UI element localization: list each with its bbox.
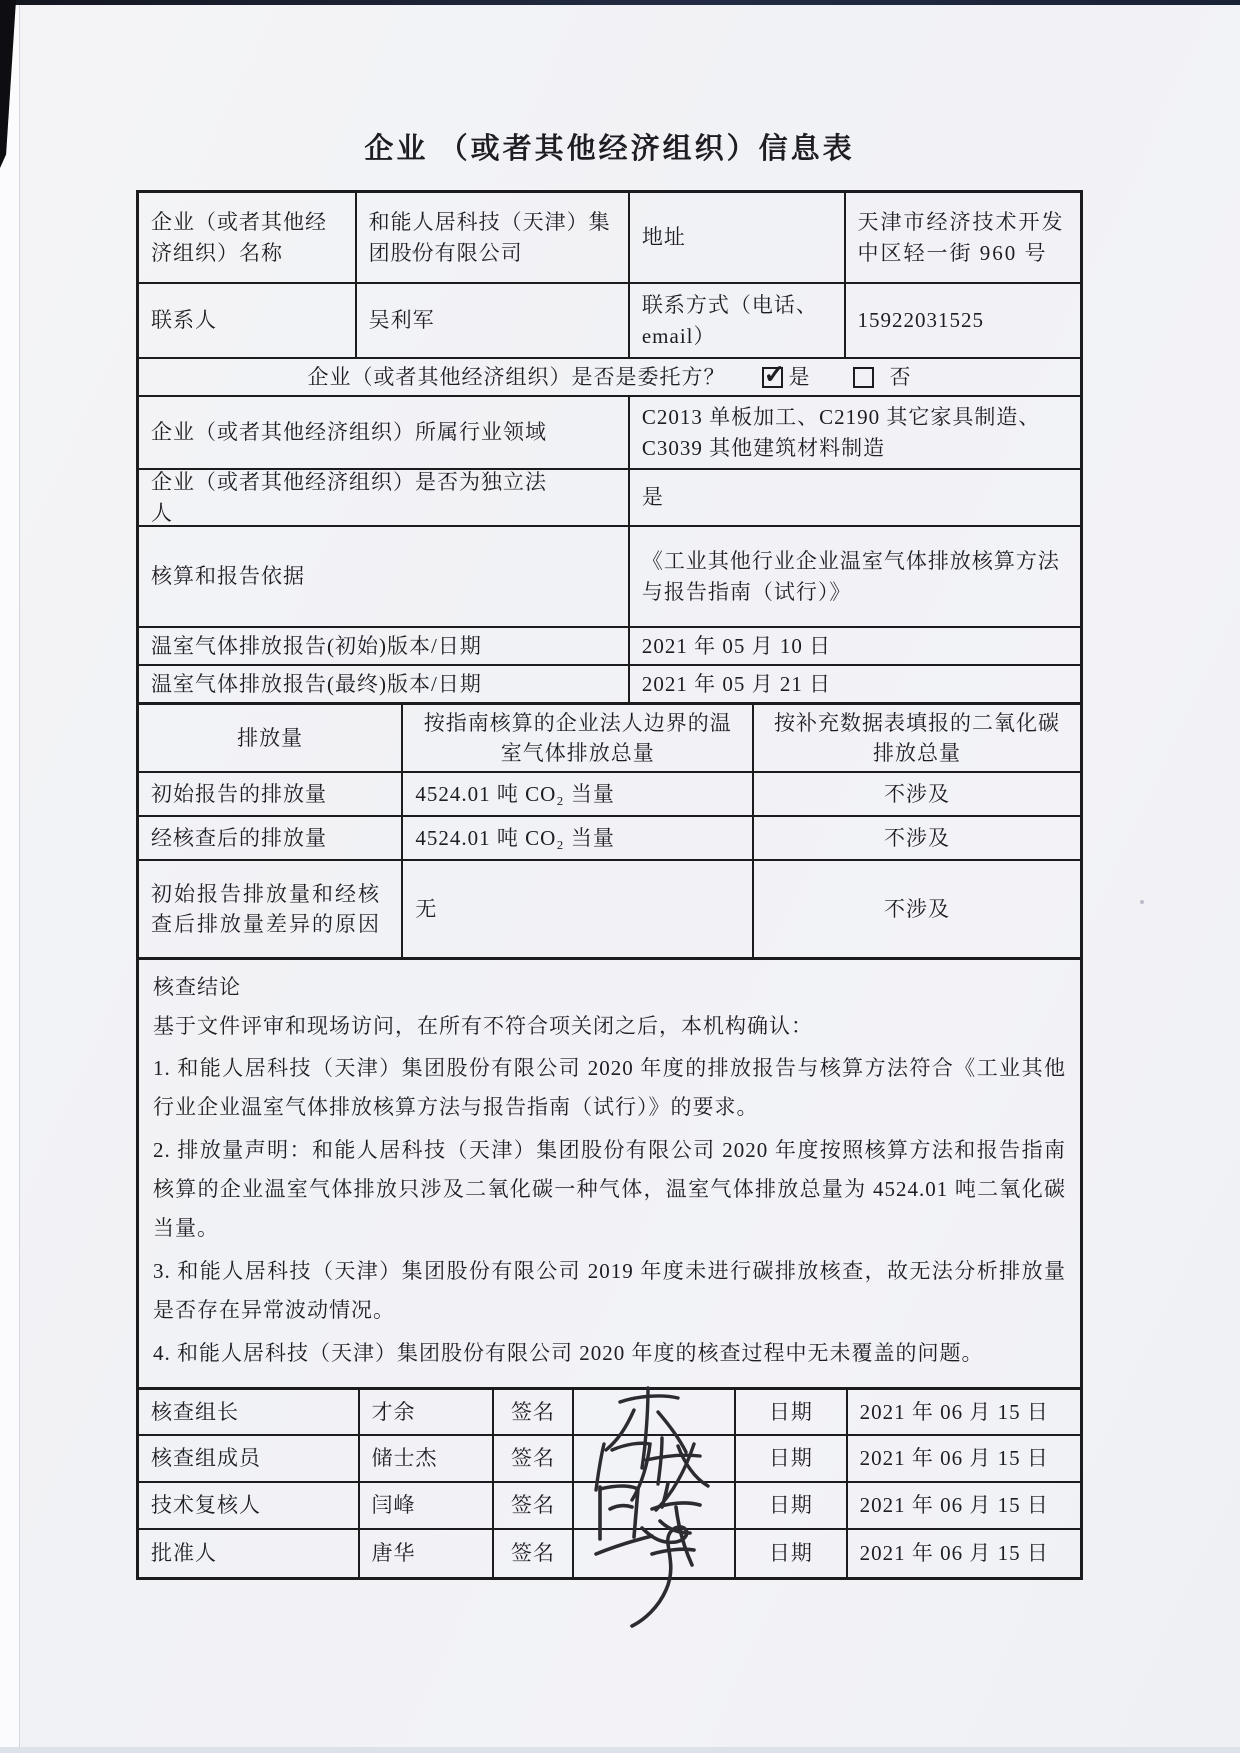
table-row (139, 527, 1080, 628)
signoff-row-approver (139, 1530, 1080, 1577)
emissions-row-label: 经核查后的排放量 (139, 817, 403, 859)
signoff-role: 核查组长 (139, 1390, 360, 1434)
emissions-row-verified (139, 817, 1080, 861)
conclusion-item-4: 4. 和能人居科技（天津）集团股份有限公司 2020 年度的核查过程中无未覆盖的问题。 (153, 1341, 984, 1365)
emissions-row-label: 初始报告排放量和经核查后排放量差异的原因 (139, 861, 403, 957)
contact-method-label: 联系方式（电话、email） (630, 284, 846, 357)
signoff-name: 唐华 (360, 1530, 494, 1577)
signoff-sign-label: 签名 (494, 1483, 575, 1528)
table-row (139, 397, 1080, 470)
signoff-date-label: 日期 (736, 1436, 847, 1481)
enterprise-info-table (136, 190, 1083, 1580)
emissions-supplementary-total: 不涉及 (884, 825, 951, 850)
conclusion-item-1: 1. 和能人居科技（天津）集团股份有限公司 2020 年度的排放报告与核算方法符合《工业其他行业企业温室气体排放核算方法与报告指南（试行）》的要求。 (153, 1056, 1066, 1119)
signoff-name: 储士杰 (360, 1436, 494, 1481)
signoff-date-value: 2021 年 06 月 15 日 (859, 1399, 1049, 1424)
emissions-row-label: 初始报告的排放量 (139, 773, 403, 815)
table-row (139, 666, 1080, 704)
signoff-date-label: 日期 (736, 1483, 847, 1528)
table-row (139, 359, 1080, 397)
contact-label: 联系人 (139, 284, 357, 357)
org-name-value: 和能人居科技（天津）集团股份有限公司 (357, 193, 630, 282)
client-yes-label: 是 (788, 364, 811, 389)
final-version-label: 温室气体排放报告(最终)版本/日期 (139, 666, 630, 702)
scan-left-edge (0, 0, 20, 1753)
conclusion-cell (139, 960, 1080, 1387)
page-title: 企业 （或者其他经济组织）信息表 (364, 133, 855, 165)
checkbox-no-unchecked-icon (853, 367, 874, 388)
emissions-supplementary-total: 不涉及 (884, 896, 951, 921)
client-no-option (853, 362, 912, 392)
emissions-col3-header: 按补充数据表填报的二氧化碳排放总量 (774, 710, 1061, 765)
final-version-value: 2021 年 05 月 21 日 (641, 671, 832, 696)
contact-name-value: 吴利军 (357, 284, 630, 357)
client-question-text: 企业（或者其他经济组织）是否是委托方？ (307, 364, 726, 389)
emissions-row-initial (139, 773, 1080, 817)
signoff-date-label: 日期 (736, 1390, 847, 1434)
initial-version-value: 2021 年 05 月 10 日 (641, 633, 832, 658)
emissions-boundary-total: 4524.01 吨 CO₂ 当量 (403, 817, 754, 859)
signature-area (574, 1530, 736, 1577)
signoff-date-value: 2021 年 06 月 15 日 (859, 1493, 1049, 1518)
conclusion-item-3: 3. 和能人居科技（天津）集团股份有限公司 2019 年度未进行碳排放核查，故无法分析排放量是否存在异常波动情况。 (153, 1259, 1066, 1322)
industry-value: C2013 单板加工、C2190 其它家具制造、C3039 其他建筑材料制造 (641, 405, 1041, 460)
emissions-col2-header: 按指南核算的企业法人边界的温室气体排放总量 (403, 705, 754, 771)
independent-value: 是 (641, 485, 664, 510)
emissions-boundary-total: 无 (403, 861, 754, 957)
conclusion-intro: 基于文件评审和现场访问，在所有不符合项关闭之后，本机构确认： (153, 1014, 813, 1038)
emissions-boundary-total: 4524.01 吨 CO₂ 当量 (403, 773, 754, 815)
signoff-date-value: 2021 年 06 月 15 日 (859, 1446, 1049, 1471)
table-row (139, 193, 1080, 284)
signoff-sign-label: 签名 (494, 1390, 575, 1434)
basis-label: 核算和报告依据 (139, 527, 630, 626)
conclusion-title: 核查结论 (153, 975, 241, 999)
signoff-role: 技术复核人 (139, 1483, 360, 1528)
industry-label: 企业（或者其他经济组织）所属行业领域 (139, 397, 630, 468)
emissions-col1-header: 排放量 (139, 705, 403, 771)
signoff-role: 批准人 (139, 1530, 360, 1577)
client-yes-option (762, 359, 811, 392)
independent-label: 企业（或者其他经济组织）是否为独立法人 (139, 470, 630, 525)
contact-phone-value: 15922031525 (857, 308, 984, 333)
signoff-sign-label: 签名 (494, 1530, 575, 1577)
table-row (139, 628, 1080, 666)
org-name-label: 企业（或者其他经济组织）名称 (139, 193, 357, 282)
scan-bottom-edge-strip (0, 1747, 1240, 1753)
address-label: 地址 (630, 193, 846, 282)
signoff-sign-label: 签名 (494, 1436, 575, 1481)
basis-value: 《工业其他行业企业温室气体排放核算方法与报告指南（试行）》 (641, 549, 1060, 604)
client-no-label: 否 (889, 364, 912, 389)
conclusion-item-2: 2. 排放量声明：和能人居科技（天津）集团股份有限公司 2020 年度按照核算方法和报告指南核算的企业温室气体排放只涉及二氧化碳一种气体，温室气体排放总量为 4524.01 吨二氧化碳当量。 (153, 1138, 1066, 1240)
signoff-role: 核查组成员 (139, 1436, 360, 1481)
scan-speck (1140, 900, 1144, 904)
table-row (139, 470, 1080, 527)
signoff-date-label: 日期 (736, 1530, 847, 1577)
emissions-row-difference (139, 861, 1080, 959)
emissions-header-row (139, 704, 1080, 773)
table-row (139, 284, 1080, 359)
initial-version-label: 温室气体排放报告(初始)版本/日期 (139, 628, 630, 664)
scan-top-edge-strip (0, 0, 1240, 5)
signoff-date-value: 2021 年 06 月 15 日 (859, 1541, 1049, 1566)
signoff-name: 才余 (360, 1390, 494, 1434)
client-question-row (139, 359, 1080, 395)
checkbox-yes-checked-icon: ✓ (763, 359, 787, 389)
address-value: 天津市经济技术开发中区轻一街 960 号 (857, 210, 1065, 265)
handwritten-signature (582, 1520, 732, 1630)
signoff-name: 闫峰 (360, 1483, 494, 1528)
emissions-supplementary-total: 不涉及 (884, 781, 951, 806)
conclusion-row (139, 959, 1080, 1389)
